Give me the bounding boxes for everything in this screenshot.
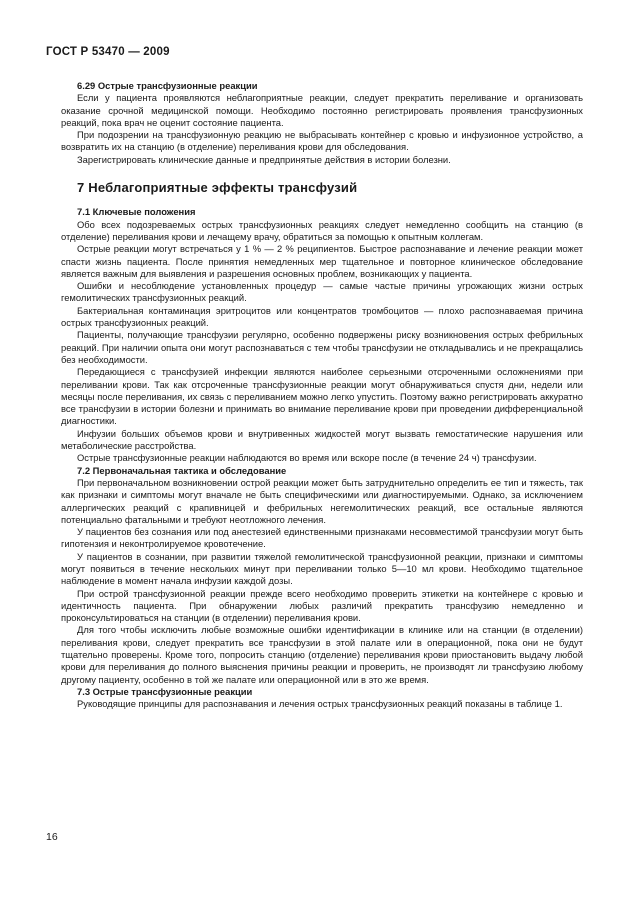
paragraph: Если у пациента проявляются неблагоприятные реакции, следует прекратить переливание и организовать оказание срочной медицинской помощи. Необходимо постоянно регистрировать проявления трансфузионных реакций, пока врач не оценит состояние пациента.	[61, 92, 583, 128]
section-7-3-title: 7.3 Острые трансфузионные реакции	[77, 685, 253, 697]
paragraph: При первоначальном возникновении острой реакции может быть затруднительно определить ее тип и тяжесть, так как признаки и симптомы могут вначале не быть специфическими или диагностируемыми. Однако, за исключением аллергических реакций с крапивницей и фебрильных негемолитических реакций, все остальные являются потенциально фатальными и требуют неотложного лечения.	[61, 476, 583, 525]
paragraph: Острые трансфузионные реакции наблюдаются во время или вскоре после (в течение 24 ч) трансфузии.	[77, 452, 537, 464]
section-7-1-title: 7.1 Ключевые положения	[77, 206, 196, 218]
paragraph: Пациенты, получающие трансфузии регулярно, особенно подвержены риску возникновения острых фебрильных реакций. При наличии опыта они могут распознаваться с тем чтобы трансфузии не откладывались и не прекращались без необходимости.	[61, 329, 583, 365]
paragraph: Для того чтобы исключить любые возможные ошибки идентификации в клинике или на станции (в отделении) переливания крови, следует прекратить все трансфузии в этой палате или в операционной, пока они не будут тщательно проверены. Кроме того, попросить станцию (отделение) переливания крови приостановить выдачу любой крови для переливания до полного выяснения причины реакции и проверить, не производят ли трансфузию любому другому пациенту, особенно в той же палате или операционной или в это же время.	[61, 624, 583, 685]
paragraph: У пациентов в сознании, при развитии тяжелой гемолитической трансфузионной реакции, признаки и симптомы могут появиться в течение нескольких минут при переливании только 5—10 мл крови. Необходимо тщательное наблюдение в момент начала инфузии каждой дозы.	[61, 550, 583, 587]
paragraph: Обо всех подозреваемых острых трансфузионных реакциях следует немедленно сообщить на станцию (в отделение) переливания крови и лечащему врачу, обратиться за помощью к опытным коллегам.	[61, 218, 583, 242]
paragraph: Бактериальная контаминация эритроцитов или концентратов тромбоцитов — плохо распознаваемая причина острых трансфузионных реакций.	[61, 304, 583, 329]
section-6-29-title: 6.29 Острые трансфузионные реакции	[77, 80, 258, 91]
paragraph: Инфузии больших объемов крови и внутривенных жидкостей могут вызвать гемостатические нарушения или метаболические расстройства.	[61, 427, 583, 452]
page-number: 16	[46, 831, 58, 843]
page-body	[61, 80, 583, 711]
paragraph: У пациентов без сознания или под анестезией единственными признаками несовместимой трансфузии могут быть гипотензия и неконтролируемое кровотечение.	[61, 526, 583, 550]
paragraph: Ошибки и несоблюдение установленных процедур — самые частые причины угрожающих жизни острых гемолитических трансфузионных реакций.	[61, 280, 583, 304]
section-7-2-title: 7.2 Первоначальная тактика и обследование	[77, 464, 287, 476]
chapter-7-title: 7 Неблагоприятные эффекты трансфузий	[77, 180, 358, 196]
paragraph: Зарегистрировать клинические данные и предпринятые действия в истории болезни.	[77, 153, 451, 165]
paragraph: Руководящие принципы для распознавания и лечения острых трансфузионных реакций показаны в таблице 1.	[77, 698, 563, 710]
paragraph: При острой трансфузионной реакции прежде всего необходимо проверить этикетки на контейнере с кровью и идентичность пациента. При обнаружении любых различий прекратить трансфузию немедленно и проконсультироваться на станции (в отделении) переливания крови.	[61, 587, 583, 624]
paragraph: Острые реакции могут встречаться у 1 % — 2 % реципиентов. Быстрое распознавание и лечение реакции может спасти жизнь пациента. После принятия немедленных мер тщательное и повторное клиническое обследование является важным для выявления и разрешения основных проблем, возникающих у пациента.	[61, 243, 583, 279]
paragraph: При подозрении на трансфузионную реакцию не выбрасывать контейнер с кровью и инфузионное устройство, а возвратить их на станцию (в отделение) переливания крови для обследования.	[61, 129, 583, 153]
document-header: ГОСТ Р 53470 — 2009	[46, 46, 170, 58]
paragraph: Передающиеся с трансфузией инфекции являются наиболее серьезными отсроченными осложнениями при переливании крови. Так как отсроченные трансфузионные реакции могут обнаруживаться спустя дни, недели или месяцы после переливания, их связь с переливанием можно легко упустить. Поэтому важно регистрировать аккуратно все трансфузии в истории болезни и принимать во внимание переливание крови при проведении дифференциальной диагностики.	[61, 366, 583, 427]
